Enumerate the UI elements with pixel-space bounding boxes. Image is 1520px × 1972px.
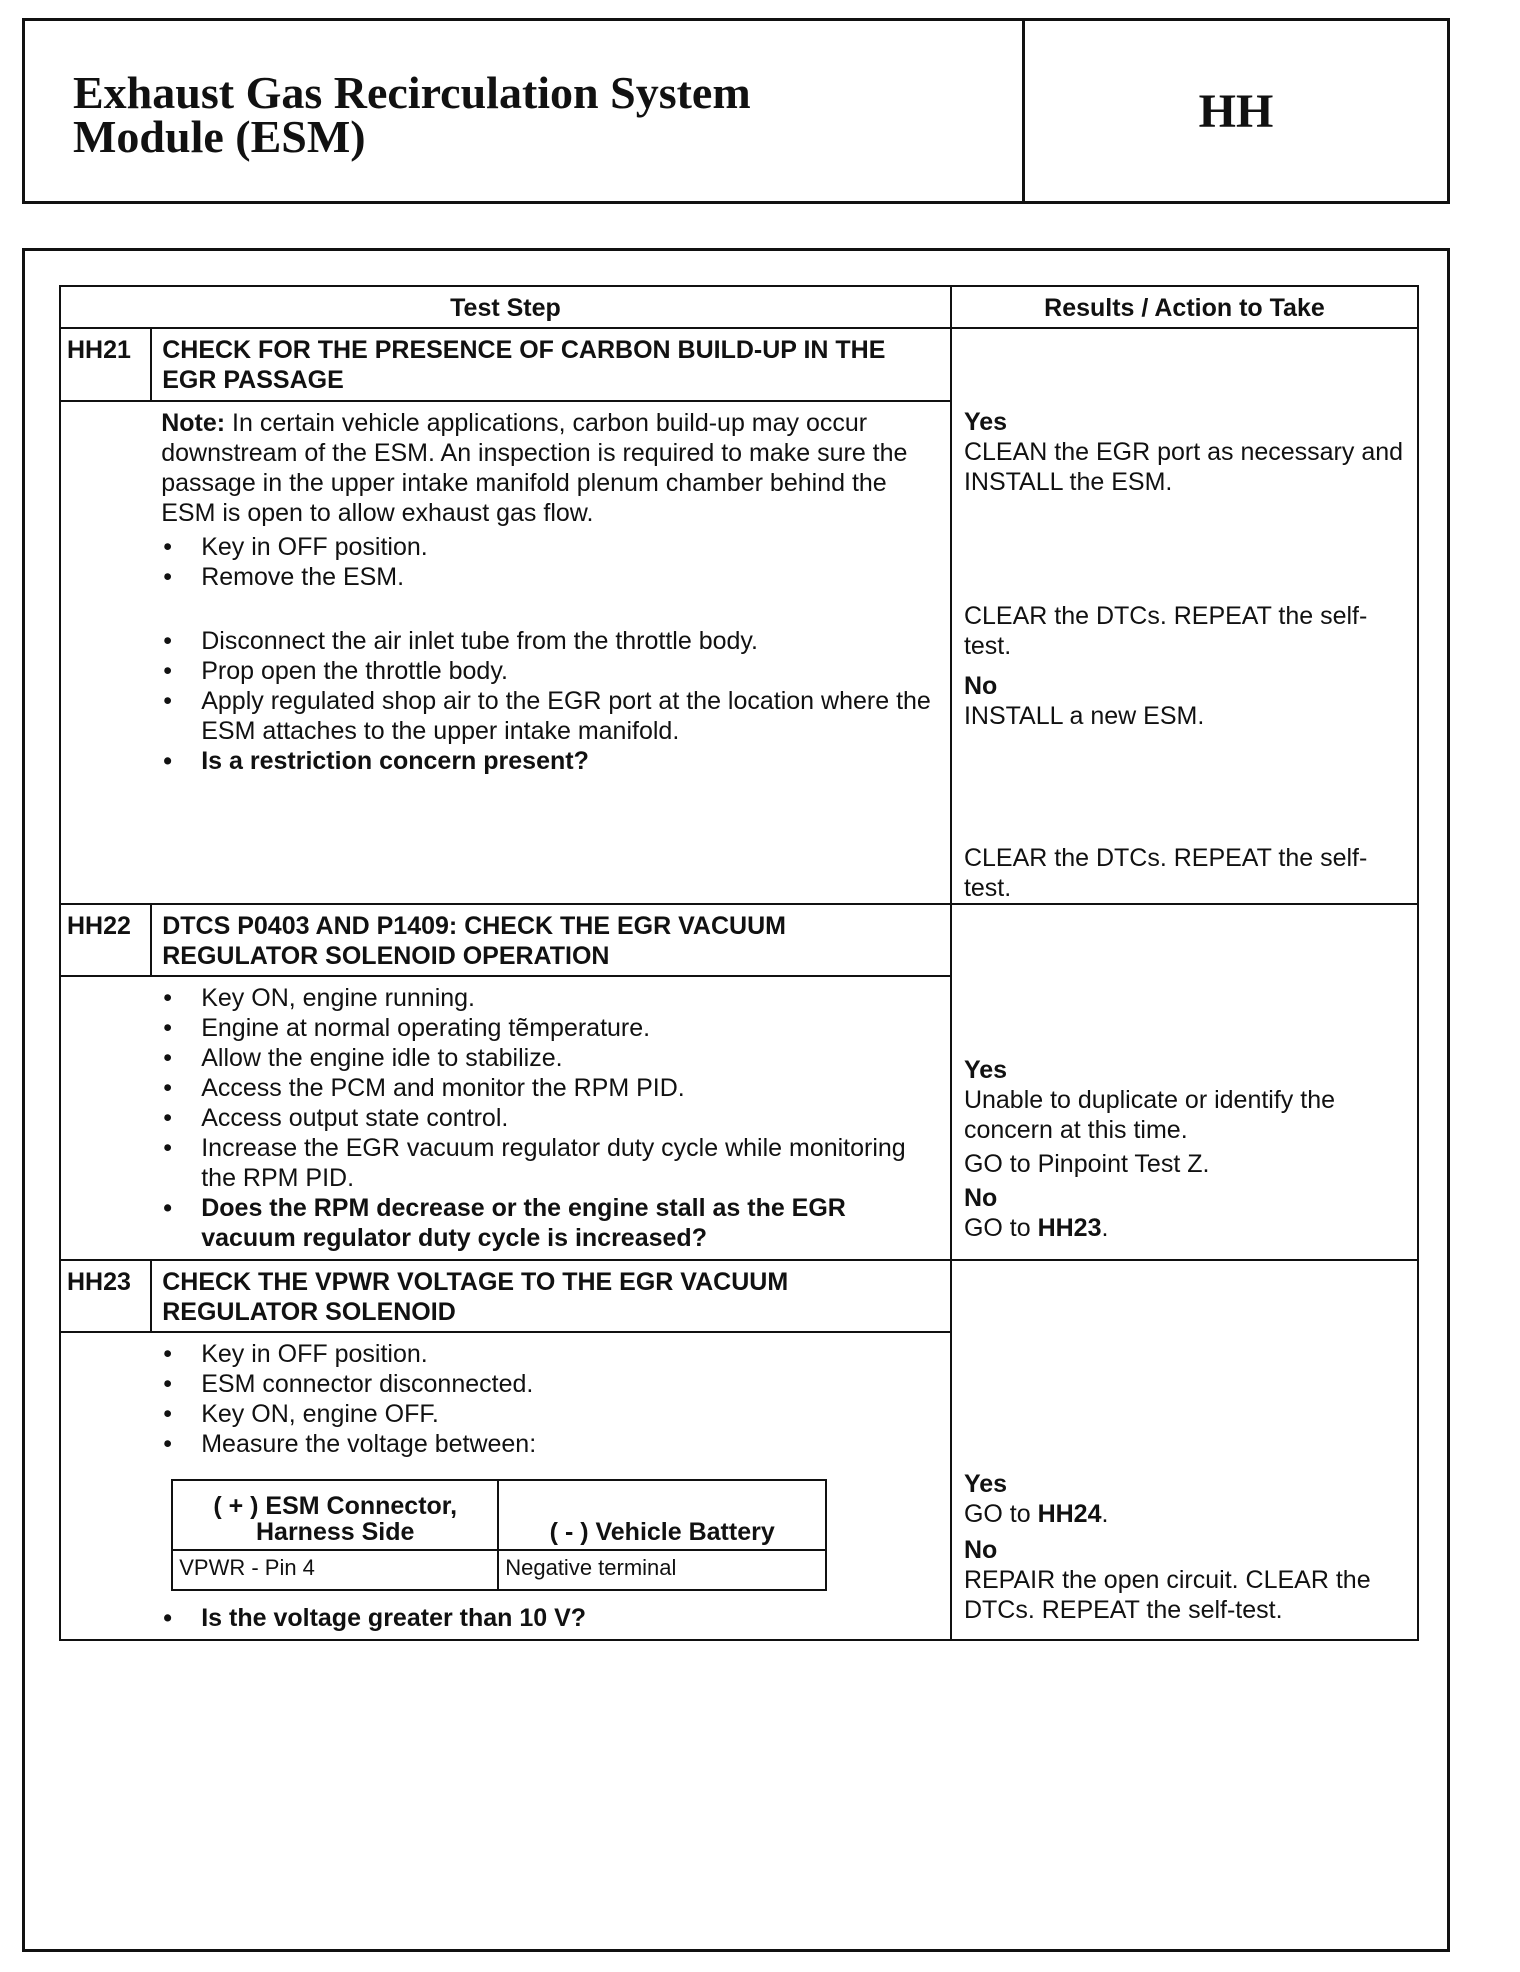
yes-action: Unable to duplicate or identify the concern at this time. [963,1086,1336,1144]
test-step-header: Test Step [60,286,951,328]
list-item: • Disconnect the air inlet tube from the throttle body. [161,626,942,656]
list-item: • Apply regulated shop air to the EGR port at the location where the ESM attaches to the upper intake manifold. [161,686,942,746]
hh22-title-row [60,904,1418,976]
question: • Does the RPM decrease or the engine stall as the EGR vacuum regulator duty cycle is increased? [161,1193,942,1253]
step-list [161,626,942,776]
yes-action: CLEAN the EGR port as necessary and INSTALL the ESM. [963,438,1404,496]
goto-prefix: GO to [963,1500,1038,1528]
negative-lead-value: Negative terminal [498,1550,826,1590]
note-label: Note: [161,408,226,437]
list-item: • Key in OFF position. [161,532,942,562]
list-item: • Access the PCM and monitor the RPM PID. [161,1073,942,1103]
positive-lead-header-line-2: Harness Side [256,1518,415,1546]
negative-lead-header: ( - ) Vehicle Battery [498,1480,826,1550]
no-label: No [963,1536,998,1564]
blank-id-cell [60,401,151,905]
clear-dtcs-note: CLEAR the DTCs. REPEAT the self-test. [963,844,1368,902]
title-line-2: Module (ESM) [73,111,366,162]
question: • Is a restriction concern present? [161,746,942,776]
note-text: In certain vehicle applications, carbon build-up may occur downstream of the ESM. An inspection is required to make sure the passage in the upper intake manifold plenum chamber behind the ESM is open to allow exhaust gas flow. [161,408,908,527]
step-body [151,1332,951,1640]
hh21-title-row [60,328,1418,401]
no-action: INSTALL a new ESM. [963,702,1205,730]
step-list [161,983,942,1253]
list-item: • Key ON, engine running. [161,983,942,1013]
step-title: CHECK FOR THE PRESENCE OF CARBON BUILD-UP IN THE EGR PASSAGE [151,328,951,401]
measurement-table [171,1479,827,1591]
yes-label: Yes [963,1056,1008,1084]
positive-lead-header [172,1480,498,1550]
title-line-1: Exhaust Gas Recirculation System [73,67,751,118]
clear-dtcs-note: CLEAR the DTCs. REPEAT the self-test. [963,602,1368,660]
step-body [151,401,951,905]
note [161,408,942,528]
measurement-header-row [172,1480,826,1550]
list-item: • Allow the engine idle to stabilize. [161,1043,942,1073]
list-item: • Increase the EGR vacuum regulator duty cycle while monitoring the RPM PID. [161,1133,942,1193]
no-action: REPAIR the open circuit. CLEAR the DTCs. REPEAT the self-test. [963,1566,1371,1624]
list-item: • Key ON, engine OFF. [161,1399,942,1429]
goto-suffix: . [1101,1214,1109,1242]
section-code: HH [1198,84,1274,138]
blank-id-cell [60,976,151,1260]
test-step-table [59,285,1419,1641]
step-body [151,976,951,1260]
no-label: No [963,1184,998,1212]
yes-goto [964,1499,1411,1529]
step-title: CHECK THE VPWR VOLTAGE TO THE EGR VACUUM REGULATOR SOLENOID [151,1260,951,1332]
hh21-results [951,328,1418,904]
list-item: • Remove the ESM. [161,562,942,592]
blank-id-cell [60,1332,151,1640]
goto-target: HH24 [1037,1500,1102,1528]
hh22-results [951,904,1418,1260]
positive-lead-header-line-1: ( + ) ESM Connector, [213,1492,458,1520]
list-item: • Measure the voltage between: [161,1429,942,1459]
hh23-title-row [60,1260,1418,1332]
list-item: • Engine at normal operating tẽmperature. [161,1013,942,1043]
list-item: • Key in OFF position. [161,1339,942,1369]
hh23-results [951,1260,1418,1640]
table-header-row [60,286,1418,328]
list-item: • ESM connector disconnected. [161,1369,942,1399]
content-frame [22,248,1450,1952]
goto-target: HH23 [1037,1214,1102,1242]
yes-goto: GO to Pinpoint Test Z. [963,1150,1210,1178]
results-header: Results / Action to Take [951,286,1418,328]
step-list [161,1603,942,1633]
measurement-row [172,1550,826,1590]
question: • Is the voltage greater than 10 V? [161,1603,942,1633]
list-item: • Access output state control. [161,1103,942,1133]
no-label: No [963,672,998,700]
step-list [161,1339,942,1459]
step-id: HH22 [60,904,151,976]
positive-lead-value: VPWR - Pin 4 [172,1550,498,1590]
list-item: • Prop open the throttle body. [161,656,942,686]
goto-prefix: GO to [963,1214,1038,1242]
yes-label: Yes [963,1470,1008,1498]
step-list [161,532,942,592]
step-id: HH23 [60,1260,151,1332]
yes-label: Yes [963,408,1008,436]
no-goto [964,1213,1411,1243]
step-id: HH21 [60,328,151,401]
goto-suffix: . [1101,1500,1109,1528]
document-title [25,21,1025,201]
page-header [22,18,1450,204]
step-title: DTCS P0403 AND P1409: CHECK THE EGR VACUUM REGULATOR SOLENOID OPERATION [151,904,951,976]
